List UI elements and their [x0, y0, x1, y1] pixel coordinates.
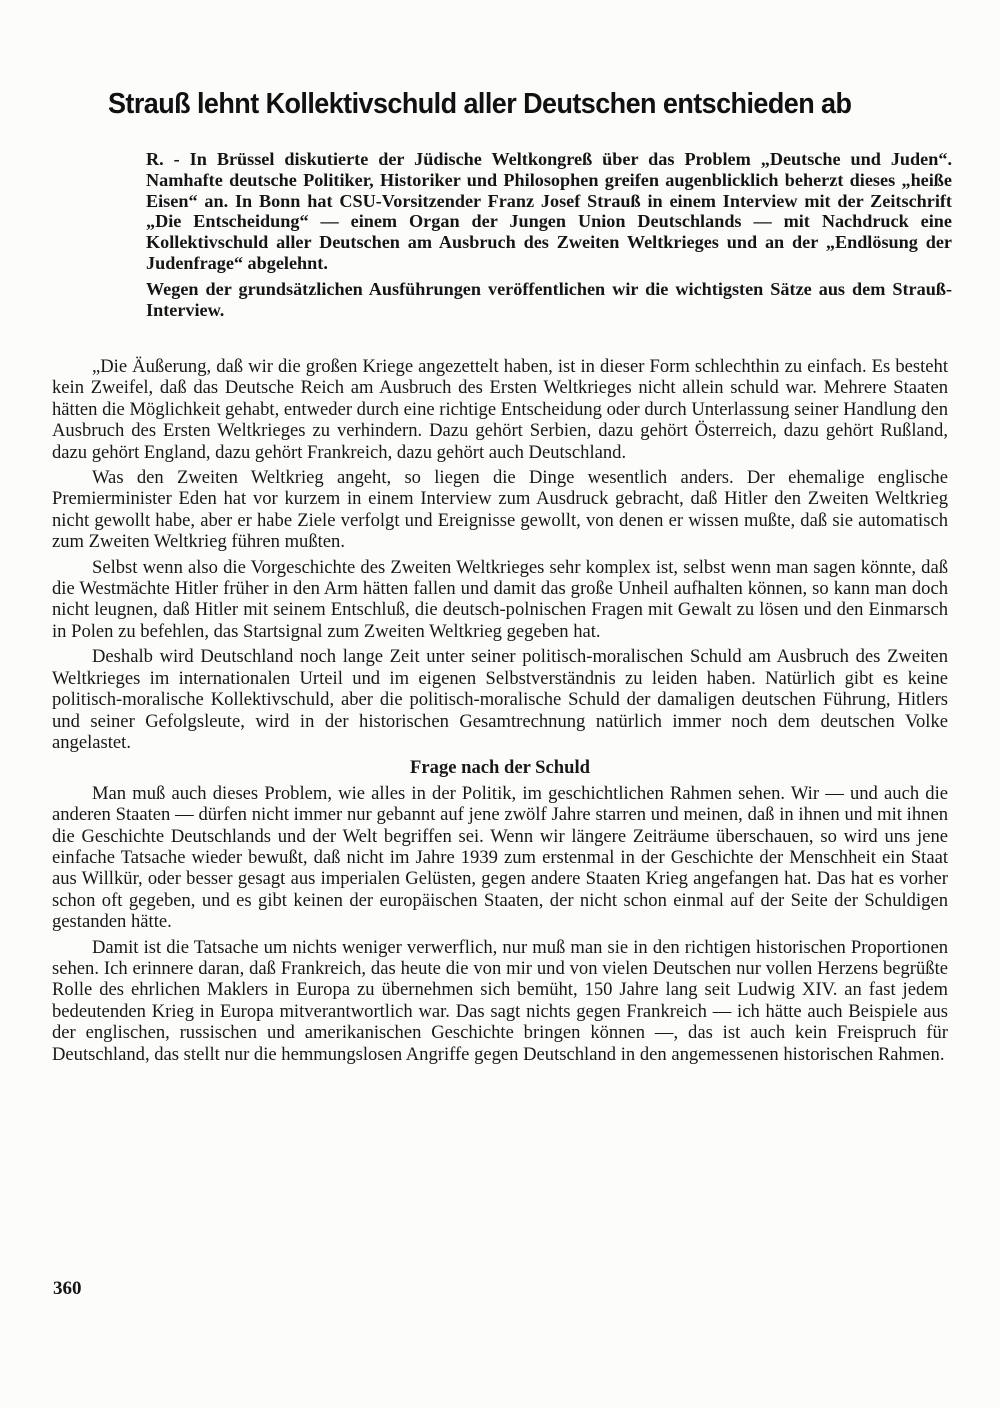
page-number: 360	[53, 1278, 82, 1299]
section-subheading: Frage nach der Schuld	[410, 757, 590, 779]
body-paragraph: Was den Zweiten Weltkrieg angeht, so liegen die Dinge wesentlich anders. Der ehemalige englische Premierminister Eden hat vor kurzem in einem Interview zum Ausdruck gebracht, daß Hitler den Zweiten Weltkrieg nicht gewollt habe, aber er habe Ziele verfolgt und Ereignisse gewollt, von denen er wissen mußte, daß sie automatisch zum Zweiten Weltkrieg führen mußten.	[52, 467, 948, 553]
article-lead	[146, 149, 952, 325]
body-paragraph: Selbst wenn also die Vorgeschichte des Zweiten Weltkrieges sehr komplex ist, selbst wenn man sagen könnte, daß die Westmächte Hitler früher in den Arm hätten fallen und damit das große Unheil aufhalten können, so kann man doch nicht leugnen, daß Hitler mit seinem Entschluß, die deutsch-polnischen Fragen mit Gewalt zu lösen und den Einmarsch in Polen zu befehlen, das Startsignal zum Zweiten Weltkrieg gegeben hat.	[52, 556, 948, 642]
lead-paragraph: R. - In Brüssel diskutierte der Jüdische Weltkongreß über das Problem „Deutsche und Juden“. Namhafte deutsche Politiker, Historiker und Philosophen greifen augenblicklich beherzt dieses „heiße Eisen“ an. In Bonn hat CSU-Vorsitzender Franz Josef Strauß in einem Interview mit der Zeitschrift „Die Entscheidung“ — einem Organ der Jungen Union Deutschlands — mit Nachdruck eine Kollektivschuld aller Deutschen am Ausbruch des Zweiten Weltkrieges und an der „Endlösung der Judenfrage“ abgelehnt.	[146, 149, 952, 273]
body-paragraph: „Die Äußerung, daß wir die großen Kriege angezettelt haben, ist in dieser Form schlechthin zu einfach. Es besteht kein Zweifel, daß das Deutsche Reich am Ausbruch des Ersten Weltkrieges nicht allein schuld war. Mehrere Staaten hätten die Möglichkeit gehabt, entweder durch eine richtige Entscheidung oder durch Unterlassung seiner Handlung den Ausbruch des Ersten Weltkrieges zu verhindern. Dazu gehört Serbien, dazu gehört Österreich, dazu gehört Rußland, dazu gehört England, dazu gehört Frankreich, dazu gehört auch Deutschland.	[52, 356, 948, 463]
body-paragraph: Damit ist die Tatsache um nichts weniger verwerflich, nur muß man sie in den richtigen historischen Proportionen sehen. Ich erinnere daran, daß Frankreich, das heute die von mir und von vielen Deutschen nur vollen Herzens begrüßte Rolle des ehrlichen Maklers in Europa zu übernehmen sich bemüht, 150 Jahre lang seit Ludwig XIV. an fast jedem bedeutenden Krieg in Europa mitverantwortlich war. Das sagt nichts gegen Frankreich — ich hätte auch Beispiele aus der englischen, russischen und amerikanischen Geschichte bringen können —, das ist auch kein Freispruch für Deutschland, das stellt nur die hemmungslosen Angriffe gegen Deutschland in den angemessenen historischen Rahmen.	[52, 936, 948, 1065]
article-headline: Strauß lehnt Kollektivschuld aller Deutschen entschieden ab	[108, 88, 852, 120]
lead-paragraph: Wegen der grundsätzlichen Ausführungen veröffentlichen wir die wichtigsten Sätze aus dem Strauß-Interview.	[146, 278, 952, 320]
body-paragraph: Man muß auch dieses Problem, wie alles in der Politik, im geschichtlichen Rahmen sehen. Wir — und auch die anderen Staaten — dürfen nicht immer nur gebannt auf jene zwölf Jahre starren und meinen, daß in ihnen und mit ihnen die Geschichte Deutschlands und der Welt begriffen sei. Wenn wir längere Zeiträume überschauen, so wird uns jene einfache Tatsache wieder bewußt, daß nicht im Jahre 1939 zum erstenmal in der Geschichte der Menschheit ein Staat aus Willkür, oder besser gesagt aus imperialen Gelüsten, gegen andere Staaten Krieg angefangen hat. Das hat es vorher schon oft gegeben, und es gibt keinen der europäischen Staaten, der nicht schon einmal auf der Seite der Schuldigen gestanden hätte.	[52, 782, 948, 933]
body-paragraph: Deshalb wird Deutschland noch lange Zeit unter seiner politisch-moralischen Schuld am Ausbruch des Zweiten Weltkrieges im internationalen Urteil und im eigenen Selbstverständnis zu leiden haben. Natürlich gibt es keine politisch-moralische Kollektivschuld, aber die politisch-moralische Schuld der damaligen deutschen Führung, Hitlers und seiner Gefolgsleute, wird in der historischen Gesamtrechnung natürlich immer noch dem deutschen Volke angelastet.	[52, 646, 948, 753]
article-body	[52, 356, 948, 1069]
